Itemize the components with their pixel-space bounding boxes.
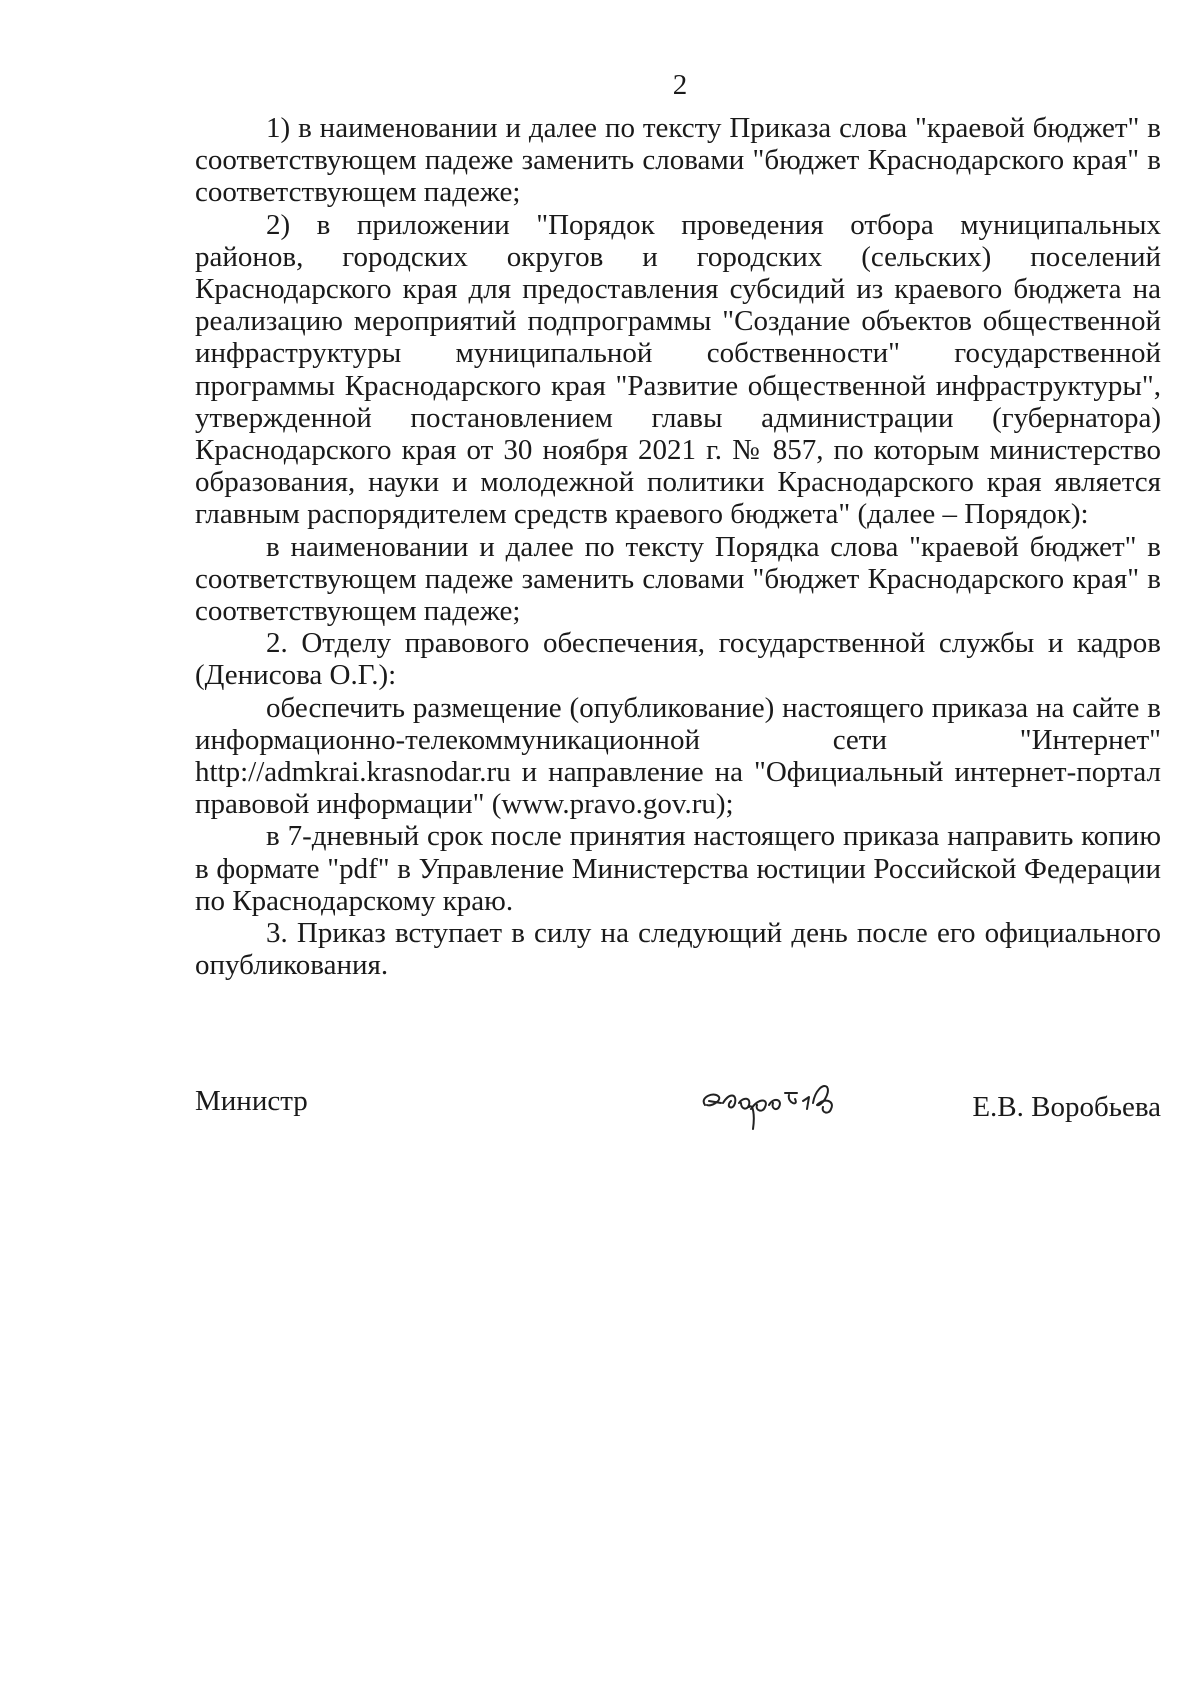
paragraph-4: 2. Отделу правового обеспечения, государственной службы и кадров (Денисова О.Г.):	[195, 627, 1161, 692]
signatory-name: Е.В. Воробьева	[972, 1091, 1161, 1123]
paragraph-5: обеспечить размещение (опубликование) настоящего приказа на сайте в информационно-телекоммуникационной сети "Интернет" http://admkrai.krasnodar.ru и направление на "Официальный интернет-портал правовой информации" (www.pravo.gov.ru);	[195, 691, 1161, 821]
document-body	[195, 112, 1161, 981]
signatory-title: Министр	[195, 1085, 308, 1117]
signature-block	[195, 1085, 1161, 1145]
page-number: 2	[672, 69, 688, 101]
paragraph-1: 1) в наименовании и далее по тексту Приказа слова "краевой бюджет" в соответствующем падеже заменить словами "бюджет Краснодарского края" в соответствующем падеже;	[195, 112, 1161, 209]
paragraph-2: 2) в приложении "Порядок проведения отбора муниципальных районов, городских округов и городских (сельских) поселений Краснодарского края для предоставления субсидий из краевого бюджета на реализацию мероприятий подпрограммы "Создание объектов общественной инфраструктуры муниципальной собственности" государственной программы Краснодарского края "Развитие общественной инфраструктуры", утвержденной постановлением главы администрации (губернатора) Краснодарского края от 30 ноября 2021 г. № 857, по которым министерство образования, науки и молодежной политики Краснодарского края является главным распорядителем средств краевого бюджета" (далее – Порядок):	[195, 208, 1161, 531]
handwritten-signature	[685, 1057, 925, 1137]
paragraph-7: 3. Приказ вступает в силу на следующий день после его официального опубликования.	[195, 917, 1161, 982]
paragraph-6: в 7-дневный срок после принятия настоящего приказа направить копию в формате "pdf" в Управление Министерства юстиции Российской Федерации по Краснодарскому краю.	[195, 820, 1161, 917]
paragraph-3: в наименовании и далее по тексту Порядка слова "краевой бюджет" в соответствующем падеже заменить словами "бюджет Краснодарского края" в соответствующем падеже;	[195, 530, 1161, 628]
